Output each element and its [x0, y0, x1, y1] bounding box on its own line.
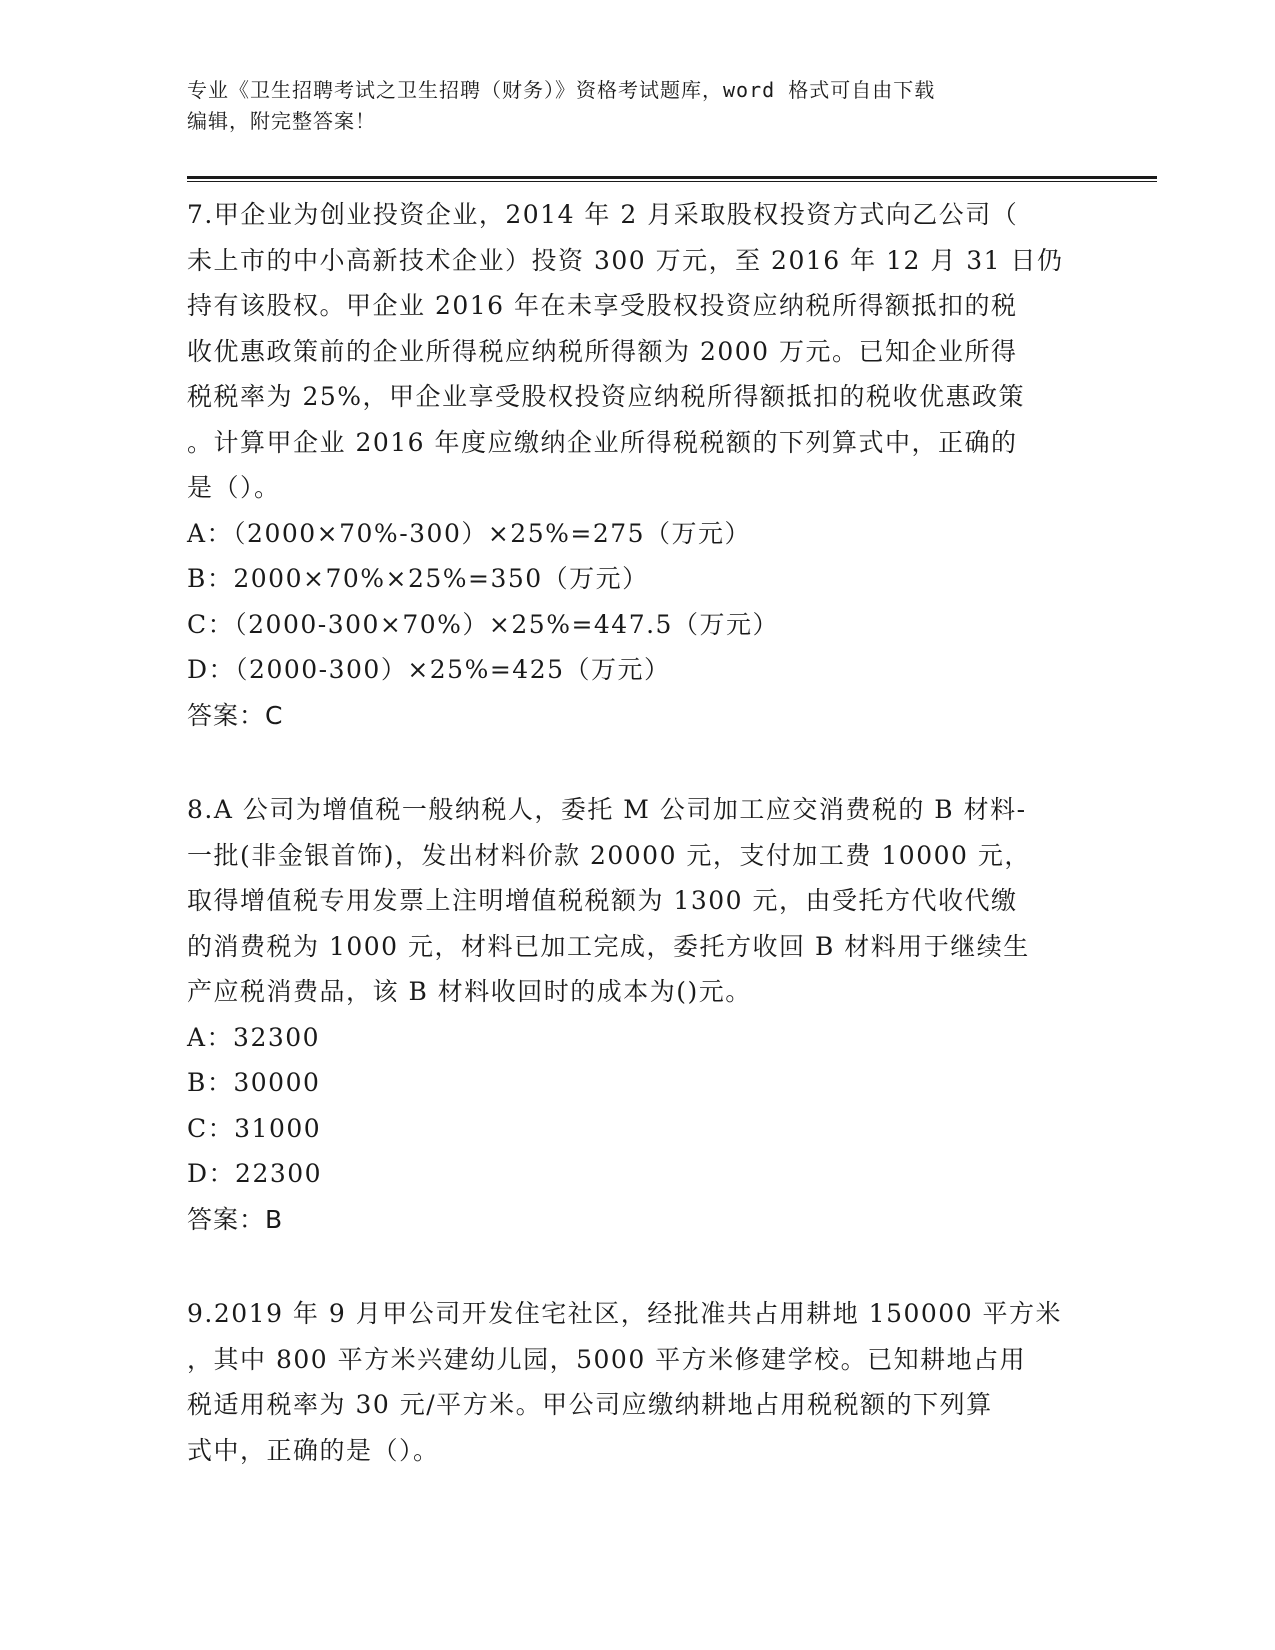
question-text-line: 。计算甲企业 2016 年度应缴纳企业所得税税额的下列算式中，正确的 — [187, 427, 1018, 457]
question-list — [187, 192, 1087, 1473]
question-7 — [187, 192, 1087, 738]
question-text-line: 税适用税率为 30 元/平方米。甲公司应缴纳耕地占用税税额的下列算 — [187, 1390, 993, 1419]
question-text-line: 一批(非金银首饰)，发出材料价款 20000 元，支付加工费 10000 元， — [187, 840, 1031, 870]
question-text-line: 是（）。 — [187, 473, 281, 502]
answer-label: 答案：C — [187, 700, 284, 730]
option-a: A：（2000×70%-300）×25%=275（万元） — [187, 518, 752, 548]
question-spacer — [187, 738, 1087, 787]
question-text-line: ，其中 800 平方米兴建幼儿园，5000 平方米修建学校。已知耕地占用 — [187, 1344, 1027, 1374]
question-text-line: 8.A 公司为增值税一般纳税人，委托 M 公司加工应交消费税的 B 材料- — [187, 795, 1027, 824]
question-8 — [187, 787, 1087, 1242]
question-text-line: 9.2019 年 9 月甲公司开发住宅社区，经批准共占用耕地 150000 平方米 — [187, 1299, 1063, 1328]
header-line-1: 专业《卫生招聘考试之卫生招聘（财务）》资格考试题库，word 格式可自由下载 — [187, 78, 936, 102]
option-c: C：（2000-300×70%）×25%=447.5（万元） — [187, 609, 779, 639]
question-text-line: 式中，正确的是（）。 — [187, 1435, 440, 1465]
option-d: D：（2000-300）×25%=425（万元） — [187, 655, 671, 684]
question-text-line: 7.甲企业为创业投资企业，2014 年 2 月采取股权投资方式向乙公司（ — [187, 200, 1019, 229]
question-text-line: 产应税消费品，该 B 材料收回时的成本为()元。 — [187, 977, 752, 1006]
option-a: A：32300 — [187, 1022, 321, 1052]
question-text-line: 未上市的中小高新技术企业）投资 300 万元，至 2016 年 12 月 31 日仍 — [187, 245, 1064, 275]
answer-label: 答案：B — [187, 1204, 284, 1234]
question-9 — [187, 1291, 1087, 1473]
document-header — [187, 75, 1087, 137]
question-text-line: 收优惠政策前的企业所得税应纳税所得额为 2000 万元。已知企业所得 — [187, 336, 1018, 366]
header-divider-thin — [187, 181, 1157, 182]
option-b: B：30000 — [187, 1068, 321, 1097]
option-b: B：2000×70%×25%=350（万元） — [187, 564, 649, 593]
option-d: D：22300 — [187, 1159, 323, 1188]
option-c: C：31000 — [187, 1113, 322, 1143]
question-text-line: 持有该股权。甲企业 2016 年在未享受股权投资应纳税所得额抵扣的税 — [187, 291, 1018, 320]
question-text-line: 的消费税为 1000 元，材料已加工完成，委托方收回 B 材料用于继续生 — [187, 931, 1030, 961]
header-line-2: 编辑，附完整答案！ — [187, 109, 376, 133]
question-spacer — [187, 1242, 1087, 1291]
question-text-line: 取得增值税专用发票上注明增值税税额为 1300 元，由受托方代收代缴 — [187, 886, 1018, 915]
question-text-line: 税税率为 25%，甲企业享受股权投资应纳税所得额抵扣的税收优惠政策 — [187, 382, 1026, 411]
header-divider-thick — [187, 176, 1157, 179]
